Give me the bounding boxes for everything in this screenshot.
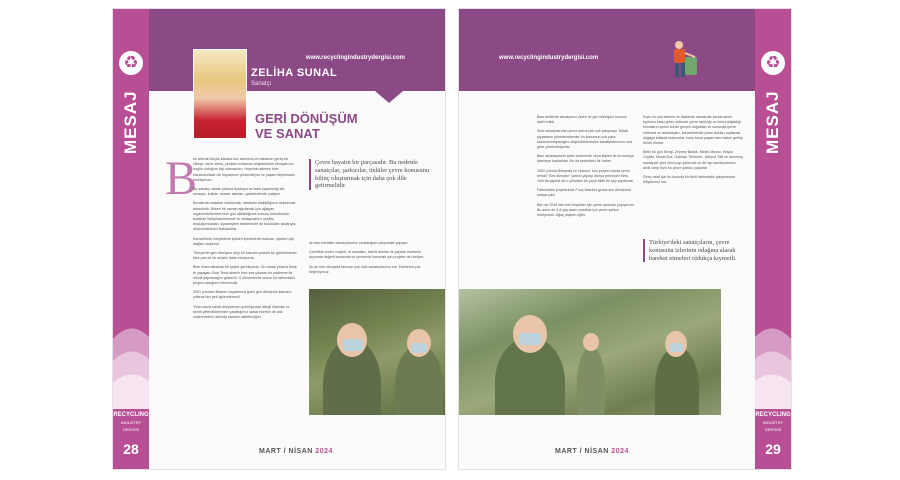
text-column-1 [537, 115, 635, 222]
page-number: 28 [123, 441, 139, 457]
paragraph: Şu an tüm dünyada tanınan çok ünlü sanatçılarımız var. Eserlerini çok beğeniyoruz. [309, 264, 421, 274]
website-url: www.recyclingindustrydergisi.com [305, 55, 405, 61]
paragraph: Bize ilham alınacak bir şeyler gerekiyordu. İlk olarak yıllarca İtmiş te yaşayan Okar Teniz abimin bize ses çıkaran bir malzeme ile müzik yapılacağını gösterdi. O dönemlerde bunun bir farkındalık projesi olduğunu bilemezdik. [193, 265, 297, 286]
paragraph: Genç nesil için bu konuda bir türlü farkındalık çalışmasına ihtiyacımız var. [643, 175, 735, 185]
text-column-2 [643, 115, 743, 189]
right-page [458, 8, 792, 470]
text-column-1 [193, 157, 297, 324]
recycle-icon: ♻ [761, 51, 785, 75]
paragraph: Belki bir gün Sezgi, Zeynep Bastık, Melek Mosso, Hayko Cepkin, Murat Boz, Gökhan Türkmen , Aleyna Tilki ve tanınmış sanatçılar yeni nesil pop yarkında ve de rap sanatçılarımız akıllı verip bize bu çevre şarkısı yaparlar. [643, 150, 743, 170]
section-label: MESAJ [763, 90, 782, 154]
paragraph: Bir sanatçı olarak yıllarca tiyatroyu ve fazla yaşamdığı stil, senaryo, kuliste, konser alanları, gazetecilerde çalıştım. [193, 187, 286, 197]
recycle-icon: ♻ [119, 51, 143, 75]
wave-decoration [755, 319, 791, 409]
issue-footer: MART / NİSAN 2024 [259, 448, 333, 455]
volunteers-photo [459, 289, 721, 415]
website-url: www.recyclingindustrydergisi.com [499, 55, 599, 61]
issue-footer: MART / NİSAN 2024 [555, 448, 629, 455]
text-column-2 [309, 241, 433, 279]
brand-logo: RECYCLING INDUSTRY DERGİSİ [113, 412, 149, 432]
author-role: Sanatçı [251, 81, 272, 87]
header-notch [375, 91, 403, 103]
paragraph: 2001 yılından itibaren hayatımıza giren geri dönüşüm kavramı yıllarca bizi pek ilgilendirmedi. [193, 290, 292, 300]
paragraph: Farkındalık projelerinde Funç İstanbul gruba ses dönüşünü ortaya çıktı. [537, 188, 631, 198]
drop-cap: B [165, 152, 198, 205]
page-number: 29 [765, 441, 781, 457]
author-name: ZELİHA SUNAL [251, 67, 338, 79]
pull-quote: Çevre hayatın bir parçasıdır. Bu nedenle sanatçılar, şarkıcılar, ünlüler çevre konusunu bilinç oluşturmak için daha çok dile getirmelidir. [309, 159, 433, 190]
brand-logo: RECYCLING INDUSTRY DERGİSİ [755, 412, 791, 432]
paragraph: 1992 yılında Birleşmiş ve Unesco' nun projesi olarak çevre temalı "Ses dünyası" şarkısı yapılıp dünya prömiyeri New York'da yapıldı da o yıllardan bu yana birlik bir şey yapılmadı. [537, 168, 635, 184]
paragraph: Yıllar sonra sanat dünyamızın yurtdışından aldığı ilhamlar ve kendi yeteneklerimizle yarattığımız sanat eserleri de atık malzemelerin aslında sanatın olabileceğini [193, 304, 290, 320]
recycling-figure-illustration [665, 39, 701, 85]
section-label: MESAJ [121, 90, 140, 154]
paragraph: Konserlerde izleyicilerin içtikleri içecekleriin kutuları, şişeleri çöp dağları oluşturur. [193, 236, 295, 246]
left-page [112, 8, 446, 470]
paragraph: de fark edelidim sanatçılarımız mutluluğum çalışmalar yapıyor. [309, 241, 409, 245]
article-headline: GERİ DÖNÜŞÜM VE SANAT [255, 111, 358, 141]
author-portrait [193, 49, 247, 139]
header-band [459, 9, 755, 91]
paragraph: Çevrilikle renim ,hoybel, el sanatları, takı/el atıkları ile yapılan eserlerin duyunda değerli konumda ve çevremizi korumak için projeler de üretiyor. [309, 250, 425, 260]
paragraph: Buralarda masaları doldurmak, tabakları alabildiğince doldurmak adresindir. Birkeri bir zaman ağırlamak için ağlayan organizatörlerimiz bize göz alabildiğince sonunu bulurdukları, kulakları kütüphanelerimizi ve sıklaşmamızı çekilişi boşluğumuzdan, siyasetçileri isteklerinde de buldukları kadarıyla, düşüncelerimizi kutuladırlar. [193, 201, 297, 232]
paragraph: Bazı arkadaşlarım şarkı sözlerinde veya klipleri ile bu konuyu işlemeye başladılar. Bu da sevindirici bir haber. [537, 154, 635, 164]
paragraph: Bazı dizilerde sanatçımız çevre ve geri dönüşüm konusu dahil edildi. [537, 115, 627, 125]
wave-decoration [113, 319, 149, 409]
pull-quote: Türkiye'deki sanatçıların, çevre konusuna izlerinin odağına alarak hareket etmeleri oldukça kıymetli. [643, 239, 743, 262]
paragraph: en ailemin küçük kasaba kızı annemin ve babamın geniş bir ülkeye, tamir etmiş, yeniden kullanımı alışkanlıkları olmayan bu bugün olduğum kişi olamazdım. Hepsinin ailemin bize kazandırdıkları ile hayatımızı yönlendiriyor ve yaşam biçimimizin belirliyorum. [193, 157, 296, 182]
paragraph: Türkiye'de geri dönüşüm ekip bir kavram yokken bu görebilmenin bize pek de bir anlamı ifade etmiyordu. [193, 251, 297, 261]
paragraph: Kışkı ön çok isbenin ve düzlemin sanatçılar sonda sesin toplumu karşı görev ödemek çevre farklılığı ve ikinci doğaldığı konulların içerisi kurtar gerçek doğaldan ve sonunda çevre edilmesi ve arkadaşları, konserlerinde çıkan atıkları toplamak doğaya katkıda bulunurlar, karşı buna yaşam tam haline getirip örnek olurlar. [643, 115, 743, 146]
volunteers-photo [309, 289, 446, 415]
paragraph: Sesi sanatçılarımın çevre adına pek çok çalışmayı. Müzik piyasasını yöneltendirenler bu konumun çok para kazandırmayacağını düşündüklerinden sanatçılarımızın ona göre yönlendiriyorlar. [537, 129, 633, 150]
paragraph: Ben de 2018 den beri büyükler için çevre şarkıları yapıyorum. Bu sene de 4-8 yaş arası çocuklar için çevre şarkısı üretiyorum. Ağaç yaşken eğilir. [537, 202, 635, 218]
